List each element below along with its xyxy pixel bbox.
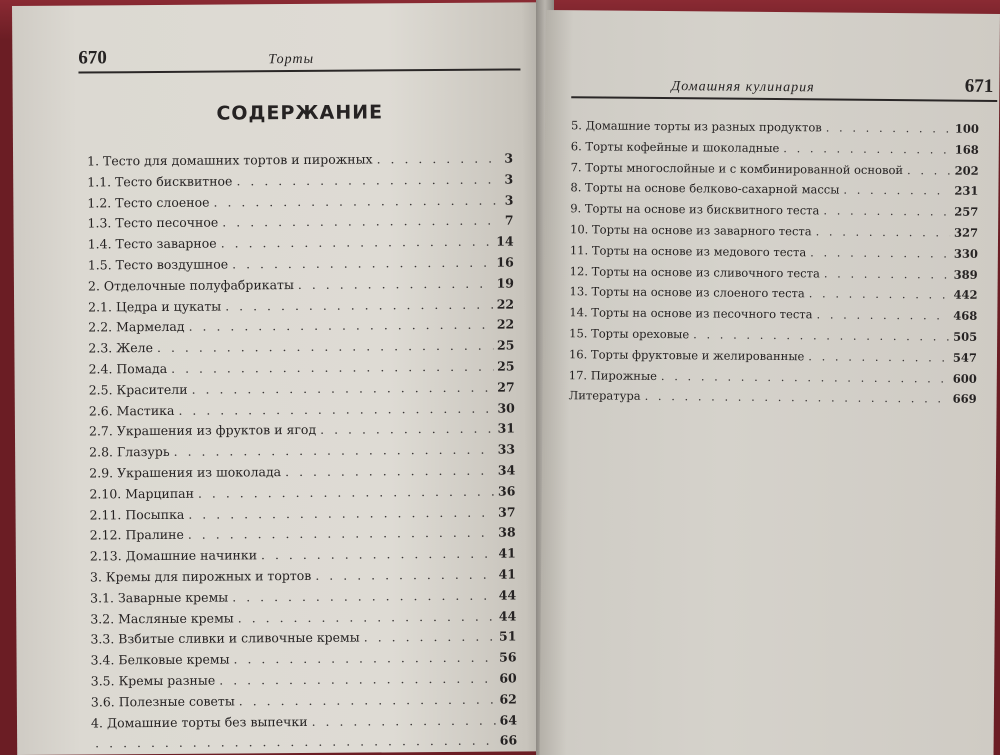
toc-entry-page: 100 [954, 121, 980, 136]
toc-entry-page: 547 [952, 350, 978, 365]
toc-entry [91, 650, 517, 674]
left-page-header [78, 40, 520, 73]
toc-leader-dots [808, 349, 949, 364]
toc-entry-label: 2.8. Глазурь [89, 444, 170, 460]
toc-entry [87, 171, 513, 195]
toc-leader-dots [157, 338, 493, 355]
toc-entry-label: 15. Торты ореховые [569, 326, 690, 342]
toc-leader-dots [809, 287, 950, 302]
toc-entry-page: 7 [504, 212, 514, 228]
toc-leader-dots [645, 389, 949, 406]
toc-leader-dots [232, 255, 492, 272]
toc-entry [88, 254, 514, 278]
toc-entry-label: 2.3. Желе [88, 340, 154, 356]
toc-leader-dots [376, 151, 500, 167]
toc-entry-page: 19 [496, 275, 514, 291]
toc-entry-page: 64 [499, 712, 518, 728]
toc-entry-label: 2.11. Посыпка [89, 506, 185, 523]
toc-entry [88, 296, 514, 320]
toc-entry [89, 421, 515, 445]
toc-leader-dots [315, 567, 494, 583]
toc-entry-page: 44 [498, 587, 517, 603]
toc-entry-label: 3.2. Масляные кремы [90, 609, 234, 626]
toc-entry-label: 3.3. Взбитые сливки и сливочные кремы [90, 629, 360, 647]
toc-entry-page: 37 [498, 504, 516, 520]
toc-entry-page: 442 [953, 287, 978, 303]
toc-leader-dots [285, 463, 494, 479]
toc-entry-label: 10. Торты на основе из заварного теста [570, 222, 812, 239]
toc-entry-label: 1.5. Тесто воздушное [87, 256, 229, 273]
toc-entry-page: 25 [496, 337, 515, 353]
toc-leader-dots [95, 733, 496, 751]
toc-entry-page: 22 [496, 296, 515, 312]
toc-entry [91, 670, 517, 694]
toc-leader-dots [238, 608, 495, 625]
toc-leader-dots [188, 525, 495, 542]
toc-leader-dots [693, 327, 949, 343]
toc-entry [88, 358, 514, 382]
toc-leader-dots [233, 650, 495, 667]
toc-entry [90, 546, 516, 570]
toc-entry [90, 629, 516, 653]
toc-entry-page: 257 [954, 204, 979, 219]
toc-entry-page: 41 [498, 545, 516, 561]
toc-entry-label: 2.4. Помада [88, 360, 168, 377]
toc-entry [569, 389, 977, 413]
toc-leader-dots [816, 224, 951, 239]
toc-entry-page: 66 [499, 732, 518, 748]
toc-leader-dots [221, 234, 493, 251]
toc-entry-page: 330 [953, 246, 978, 261]
toc-entry-page: 468 [953, 308, 978, 323]
toc-entry-label: 11. Торты на основе из медового теста [569, 242, 807, 260]
toc-entry-label: 14. Торты на основе из песочного теста [569, 305, 813, 322]
toc-leader-dots [783, 141, 951, 156]
left-page [12, 2, 553, 755]
toc-entry-label: 3.6. Полезные советы [90, 693, 235, 710]
toc-entry-page: 669 [952, 391, 977, 407]
toc-entry-label: 2.9. Украшения из шоколада [89, 464, 282, 481]
toc-entry-page: 25 [497, 358, 515, 374]
toc-leader-dots [364, 629, 495, 645]
toc-entry-label: 3.5. Кремы разные [90, 672, 216, 689]
toc-entry-label: 6. Торты кофейные и шоколадные [570, 139, 780, 155]
toc-leader-dots [188, 504, 494, 521]
toc-leader-dots [192, 379, 494, 396]
toc-entry-label: 5. Домашние торты из разных продуктов [570, 118, 822, 135]
toc-entry [90, 608, 516, 632]
toc-entry [88, 234, 514, 258]
toc-entry-page: 22 [496, 316, 515, 332]
toc-entry-label: 12. Торты на основе из сливочного теста [569, 263, 820, 280]
toc-list-left [87, 151, 517, 755]
toc-entry-label: 2.10. Марципан [89, 485, 194, 502]
toc-leader-dots [824, 266, 950, 281]
toc-leader-dots [225, 296, 493, 313]
toc-entry-label: 8. Торты на основе белково-сахарной массы [570, 180, 840, 197]
toc-entry-page: 168 [954, 142, 979, 157]
toc-entry-page: 60 [499, 670, 517, 686]
toc-entry-page: 34 [497, 462, 516, 478]
toc-entry-label: 2.2. Мармелад [88, 319, 185, 335]
toc-leader-dots [298, 275, 493, 291]
toc-entry [89, 442, 515, 466]
toc-leader-dots [843, 183, 950, 198]
toc-leader-dots [261, 546, 495, 563]
toc-entry-page: 327 [953, 225, 979, 240]
toc-entry-label: 3.4. Белковые кремы [90, 651, 230, 668]
toc-leader-dots [188, 317, 492, 334]
toc-entry [87, 192, 513, 216]
toc-entry-page: 51 [498, 628, 517, 644]
toc-list-right [569, 118, 980, 413]
toc-entry-label: 2.5. Красители [88, 381, 188, 398]
toc-entry-label: 1.4. Тесто заварное [87, 235, 217, 252]
toc-entry-page: 3 [504, 150, 514, 166]
toc-entry-label: 16. Торты фруктовые и желированные [568, 346, 805, 364]
toc-entry-label: 2.12. Пралине [89, 527, 184, 543]
toc-entry-label: 3. Кремы для пирожных и тортов [89, 567, 312, 585]
toc-entry [90, 566, 516, 590]
toc-entry-label: 2. Отделочные полуфабрикаты [87, 276, 294, 294]
toc-leader-dots [213, 192, 500, 209]
toc-entry-label: 1.1. Тесто бисквитное [87, 173, 233, 190]
toc-entry-label: Литература [568, 388, 641, 404]
toc-leader-dots [222, 213, 501, 230]
right-page [539, 10, 999, 755]
toc-entry-page: 44 [498, 608, 517, 624]
toc-leader-dots [320, 421, 494, 437]
left-page-number: 670 [78, 47, 107, 69]
toc-entry [88, 338, 514, 362]
toc-entry-label: 13. Торты на основе из слоеного теста [569, 284, 805, 301]
toc-entry-continuation [91, 733, 517, 755]
toc-entry-page: 16 [496, 254, 514, 270]
toc-entry-label: 2.13. Домашние начинки [89, 547, 258, 564]
toc-leader-dots [826, 120, 951, 135]
toc-leader-dots [232, 587, 495, 604]
toc-leader-dots [174, 442, 494, 459]
toc-entry [87, 213, 513, 237]
right-running-title: Домашняя кулинария [671, 79, 815, 96]
toc-entry-label: 17. Пирожные [568, 367, 658, 383]
toc-leader-dots [311, 712, 495, 728]
toc-entry-label: 4. Домашние торты без выпечки [90, 713, 308, 730]
toc-entry [89, 379, 515, 403]
toc-entry-page: 27 [497, 379, 515, 395]
toc-entry-label: 2.7. Украшения из фруктов и ягод [88, 422, 317, 439]
toc-entry [89, 483, 515, 507]
toc-entry-page: 389 [953, 267, 978, 282]
toc-entry-page: 505 [953, 329, 978, 344]
toc-entry-page: 31 [497, 420, 516, 436]
toc-entry-page: 62 [499, 691, 517, 707]
toc-entry-label: 1.3. Тесто песочное [87, 214, 219, 231]
toc-entry-label: 7. Торты многослойные и с комбинированной основой [570, 159, 904, 177]
toc-leader-dots [171, 359, 493, 376]
toc-entry-label: 3.1. Заварные кремы [90, 589, 229, 606]
toc-entry-page: 36 [497, 483, 516, 499]
toc-entry-page: 3 [504, 171, 514, 187]
toc-leader-dots [178, 400, 493, 417]
toc-entry-page: 38 [498, 524, 516, 540]
left-running-title: Торты [268, 51, 315, 68]
toc-entry-label: 2.6. Мастика [88, 402, 175, 419]
toc-entry [89, 400, 515, 424]
toc-entry-label: 2.1. Цедра и цукаты [88, 298, 222, 315]
toc-leader-dots [810, 245, 950, 260]
toc-entry [90, 525, 516, 549]
toc-entry [89, 462, 515, 486]
toc-entry [89, 504, 515, 528]
toc-entry [88, 317, 514, 341]
right-page-number: 671 [964, 75, 994, 97]
toc-entry-page: 202 [954, 163, 979, 178]
toc-entry [91, 691, 517, 715]
toc-entry [88, 275, 514, 299]
toc-entry-page: 600 [952, 371, 977, 386]
toc-entry-label: 9. Торты на основе из бисквитного теста [570, 201, 820, 218]
toc-entry [87, 151, 513, 175]
toc-heading: СОДЕРЖАНИЕ [216, 101, 384, 125]
toc-entry-page: 30 [497, 400, 515, 416]
right-page-header [571, 68, 997, 102]
toc-leader-dots [907, 163, 951, 177]
toc-leader-dots [236, 171, 500, 188]
toc-entry-page: 3 [504, 192, 514, 208]
toc-entry-page: 41 [498, 566, 517, 582]
toc-entry-page: 231 [954, 183, 979, 199]
toc-entry-label: 1. Тесто для домашних тортов и пирожных [87, 151, 373, 169]
toc-entry-page: 56 [499, 649, 517, 665]
toc-leader-dots [239, 691, 496, 708]
toc-leader-dots [823, 204, 950, 219]
toc-leader-dots [219, 671, 495, 688]
toc-leader-dots [198, 483, 494, 500]
toc-entry [91, 712, 517, 736]
toc-entry-label: 1.2. Тесто слоеное [87, 194, 210, 211]
toc-entry-page: 14 [496, 233, 514, 249]
toc-leader-dots [816, 308, 949, 323]
toc-entry [90, 587, 516, 611]
toc-entry-page: 33 [497, 441, 516, 457]
toc-leader-dots [661, 369, 949, 386]
